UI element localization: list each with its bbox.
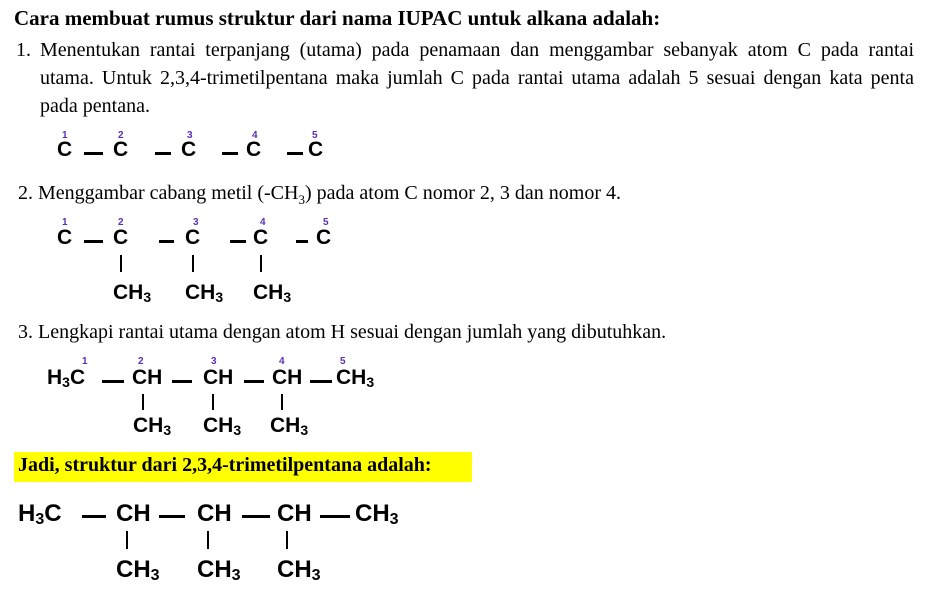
branch-bond — [192, 255, 194, 272]
ch-group: CH — [197, 500, 232, 527]
bond-line — [222, 152, 238, 155]
methyl-group: $CH_3$ — [253, 281, 292, 305]
methyl-group: $CH_3$ — [185, 281, 224, 305]
bond-line — [320, 515, 350, 518]
position-number: 1 — [62, 217, 68, 228]
step-1-text: Menentukan rantai terpanjang (utama) pada penamaan dan menggambar sebanyak atom C pada rantai utama. Untuk 2,3,4-trimetilpentana maka jumlah C pada rantai utama adalah 5 sesuai dengan kata penta pada pentana. — [40, 39, 914, 117]
bond-line — [155, 152, 171, 155]
step-1-number: 1. — [16, 39, 31, 61]
step-2 — [18, 182, 621, 208]
carbon-atom: C — [113, 226, 129, 249]
conclusion-highlight — [14, 452, 472, 482]
terminal-methyl-left: $H_3C$ — [47, 366, 86, 390]
position-number: 5 — [340, 356, 346, 367]
terminal-methyl-right: $CH_3$ — [336, 366, 375, 390]
position-number: 1 — [62, 130, 68, 141]
position-number: 4 — [252, 130, 258, 141]
position-number: 5 — [323, 217, 329, 228]
position-number: 3 — [187, 130, 193, 141]
bond-line — [242, 515, 270, 518]
position-number: 2 — [118, 217, 124, 228]
terminal-methyl-left: $H_3C$ — [18, 500, 62, 528]
branch-bond — [207, 531, 209, 549]
branch-bond — [126, 531, 128, 549]
position-number: 5 — [312, 130, 318, 141]
position-number: 3 — [193, 217, 199, 228]
methyl-group: $CH_3$ — [116, 556, 160, 584]
step-1 — [16, 36, 914, 120]
position-number: 1 — [82, 356, 88, 367]
ch-group: CH — [116, 500, 151, 527]
terminal-methyl-right: $CH_3$ — [355, 500, 399, 528]
step-2-text-end: ) pada atom C nomor 2, 3 dan nomor 4. — [304, 182, 622, 204]
bond-line — [310, 380, 332, 383]
bond-line — [230, 240, 246, 243]
bond-line — [172, 380, 192, 383]
step-3: 3. Lengkapi rantai utama dengan atom H sesuai dengan jumlah yang dibutuhkan. — [18, 321, 667, 343]
branch-bond — [286, 531, 288, 549]
methyl-group: $CH_3$ — [113, 281, 152, 305]
branch-bond — [281, 394, 283, 410]
position-number: 4 — [279, 356, 285, 367]
carbon-atom: C — [57, 138, 73, 161]
conclusion-text: Jadi, struktur dari 2,3,4-trimetilpentana adalah: — [18, 454, 432, 476]
bond-line — [159, 240, 174, 243]
carbon-atom: C — [185, 226, 201, 249]
ch-group: CH — [132, 366, 163, 389]
methyl-group: $CH_3$ — [203, 414, 242, 438]
carbon-atom: C — [253, 226, 269, 249]
bond-line — [159, 515, 185, 518]
carbon-atom: C — [113, 138, 129, 161]
branch-bond — [120, 255, 122, 272]
branch-bond — [142, 394, 144, 410]
position-number: 2 — [138, 356, 144, 367]
methyl-group: $CH_3$ — [277, 556, 321, 584]
position-number: 3 — [211, 356, 217, 367]
methyl-group: $CH_3$ — [133, 414, 172, 438]
branch-bond — [212, 394, 214, 410]
bond-line — [296, 240, 308, 243]
bond-line — [82, 515, 106, 518]
methyl-group: $CH_3$ — [270, 414, 309, 438]
carbon-atom: C — [316, 226, 332, 249]
page-title: Cara membuat rumus struktur dari nama IUPAC untuk alkana adalah: — [14, 6, 661, 30]
branch-bond — [260, 255, 262, 272]
position-number: 4 — [260, 217, 266, 228]
methyl-group: $CH_3$ — [197, 556, 241, 584]
step-2-text: 2. Menggambar cabang metil (-CH — [18, 182, 299, 204]
carbon-atom: C — [308, 138, 324, 161]
position-number: 2 — [118, 130, 124, 141]
carbon-atom: C — [181, 138, 197, 161]
ch-group: CH — [203, 366, 234, 389]
ch-group: CH — [272, 366, 303, 389]
bond-line — [84, 152, 103, 155]
bond-line — [244, 380, 264, 383]
bond-line — [287, 152, 303, 155]
step-2-subscript: 3 — [298, 192, 305, 207]
carbon-atom: C — [57, 226, 73, 249]
carbon-atom: C — [246, 138, 262, 161]
ch-group: CH — [277, 500, 312, 527]
bond-line — [102, 380, 124, 383]
bond-line — [84, 240, 103, 243]
